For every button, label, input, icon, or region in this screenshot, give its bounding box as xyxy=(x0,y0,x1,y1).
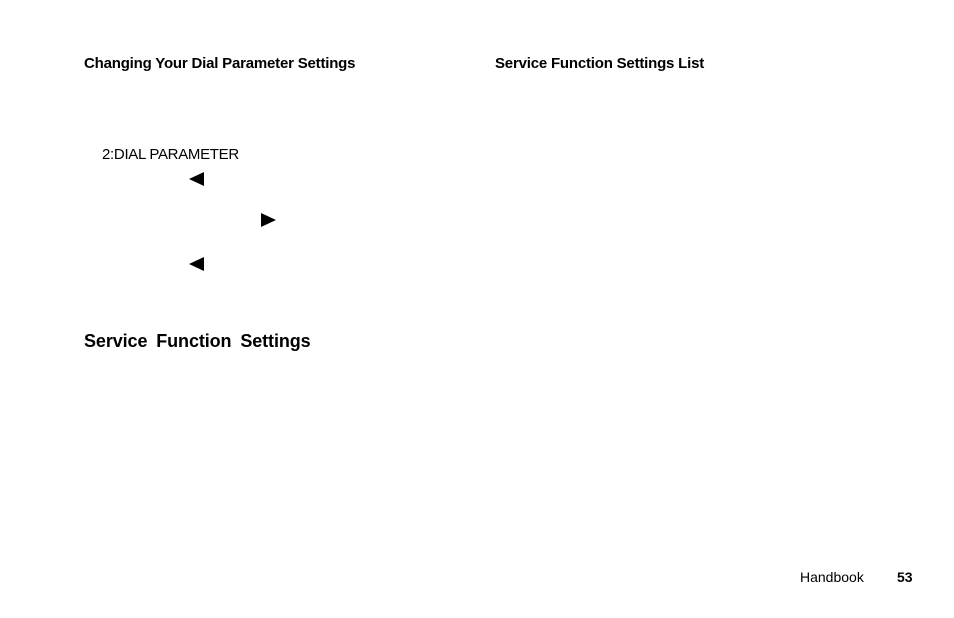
left-arrow-icon xyxy=(189,172,204,186)
dial-parameter-menu-text: 2:DIAL PARAMETER xyxy=(102,146,239,163)
right-arrow-icon xyxy=(261,213,276,227)
page-number: 53 xyxy=(897,569,913,585)
service-function-settings-list-heading: Service Function Settings List xyxy=(495,55,705,72)
service-function-settings-heading: Service Function Settings xyxy=(84,331,311,351)
dial-parameter-settings-heading: Changing Your Dial Parameter Settings xyxy=(84,55,356,72)
footer-label: Handbook xyxy=(800,569,864,585)
left-arrow-icon xyxy=(189,257,204,271)
